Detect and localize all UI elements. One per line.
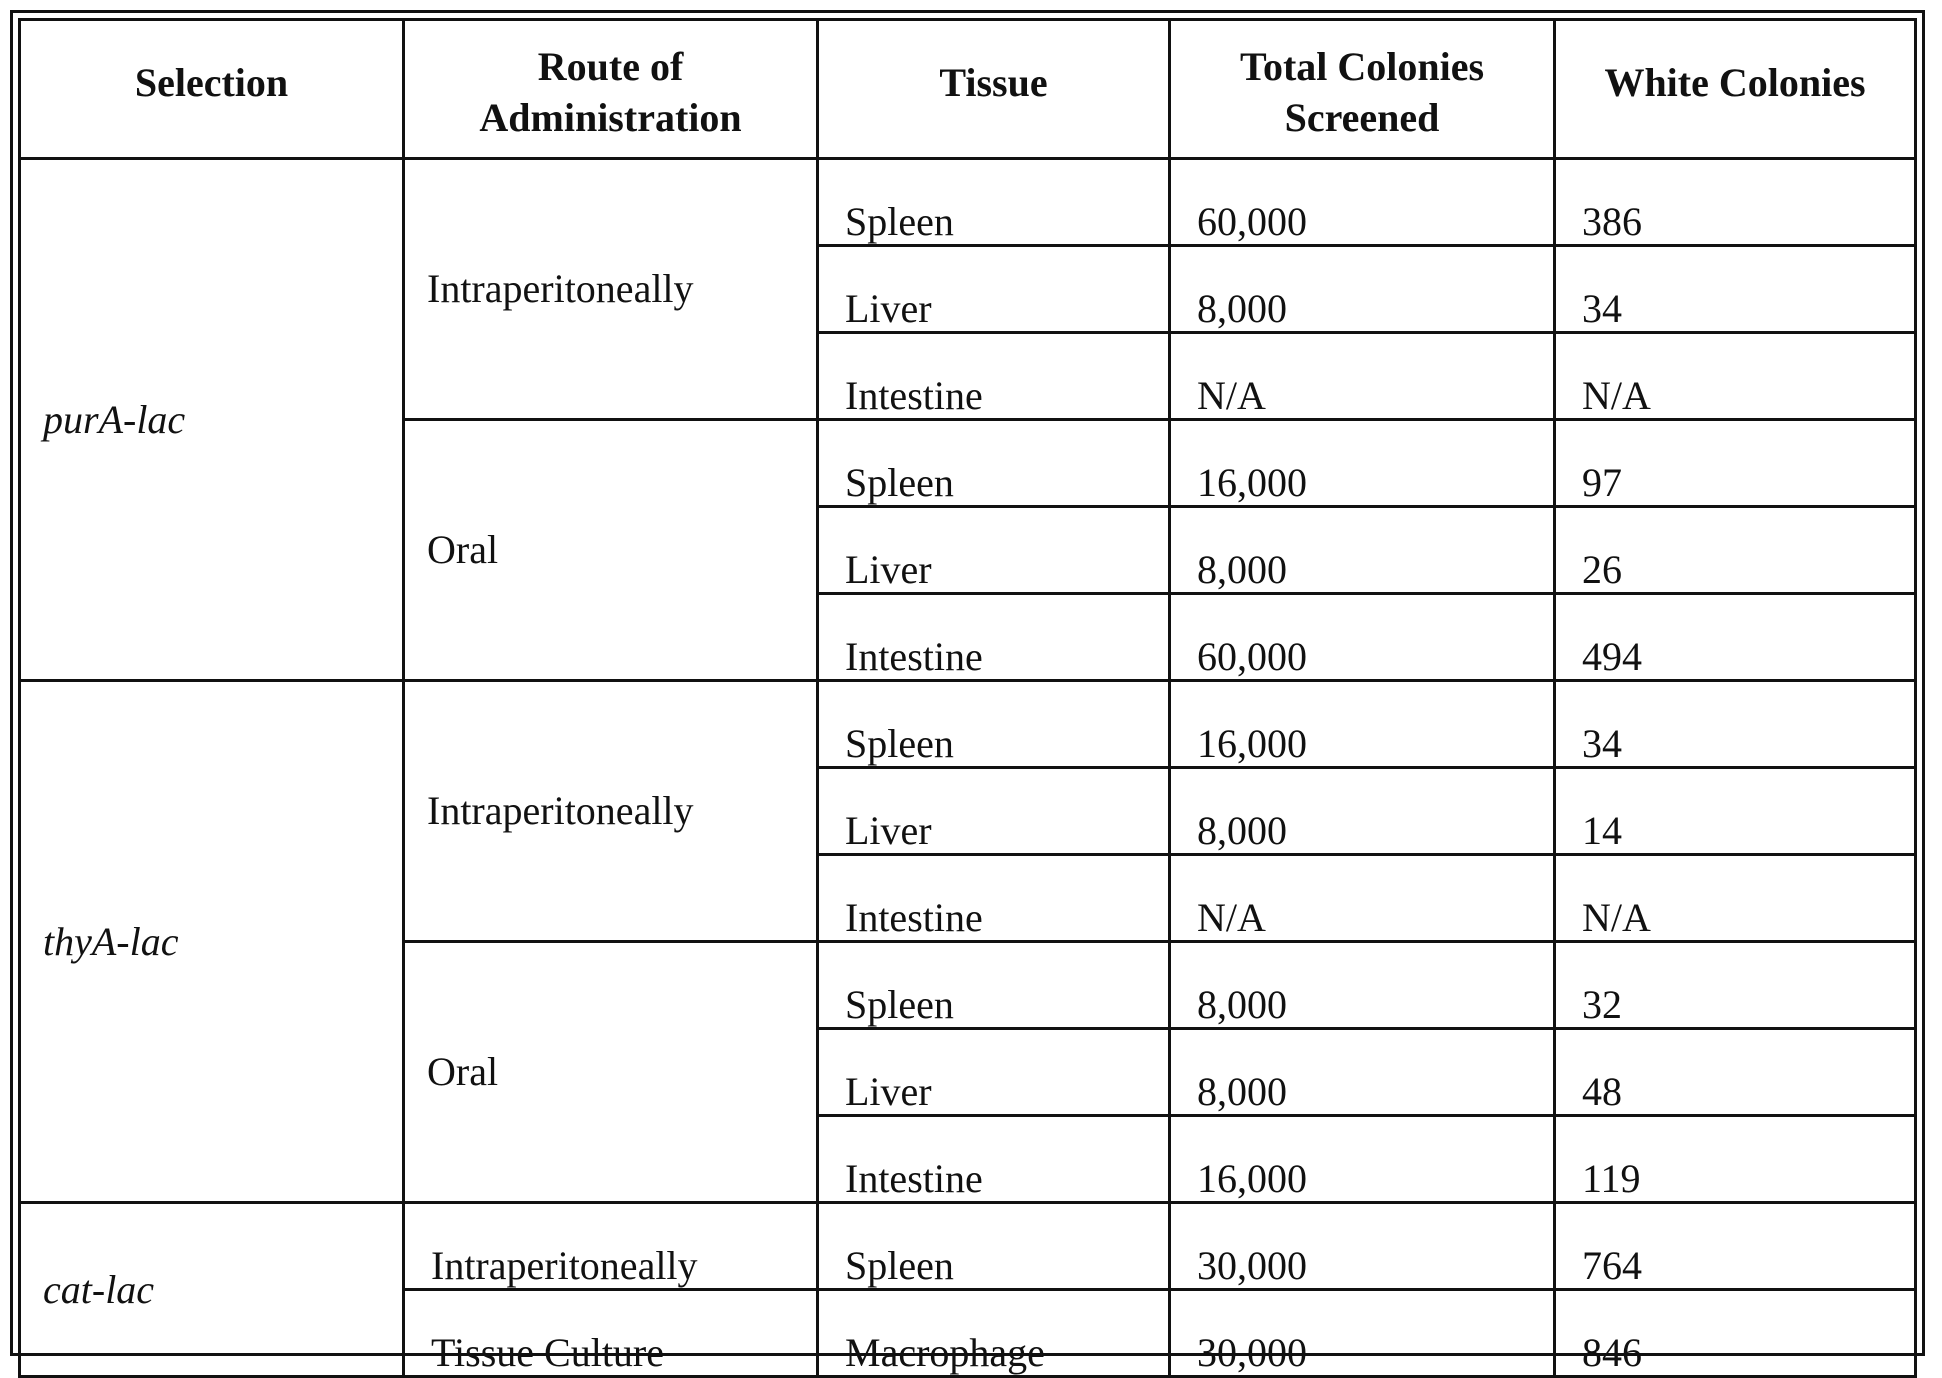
total-colonies-cell: 8,000 bbox=[1170, 507, 1555, 594]
white-colonies-cell: 14 bbox=[1555, 768, 1916, 855]
white-colonies-cell: 846 bbox=[1555, 1290, 1916, 1377]
tissue-cell: Macrophage bbox=[818, 1290, 1170, 1377]
total-colonies-cell: 8,000 bbox=[1170, 246, 1555, 333]
white-colonies-cell: N/A bbox=[1555, 333, 1916, 420]
white-colonies-cell: 48 bbox=[1555, 1029, 1916, 1116]
tissue-cell: Intestine bbox=[818, 333, 1170, 420]
header-route-line-1: Route of bbox=[537, 43, 684, 89]
selection-cell: cat-lac bbox=[20, 1203, 404, 1377]
total-colonies-cell: 60,000 bbox=[1170, 594, 1555, 681]
header-route bbox=[404, 20, 818, 159]
route-cell: Intraperitoneally bbox=[404, 681, 818, 942]
header-tissue: Tissue bbox=[818, 20, 1170, 159]
total-colonies-cell: 30,000 bbox=[1170, 1290, 1555, 1377]
colonies-table bbox=[18, 18, 1917, 1378]
white-colonies-cell: 97 bbox=[1555, 420, 1916, 507]
tissue-cell: Spleen bbox=[818, 1203, 1170, 1290]
white-colonies-cell: 26 bbox=[1555, 507, 1916, 594]
tissue-cell: Intestine bbox=[818, 594, 1170, 681]
tissue-cell: Liver bbox=[818, 246, 1170, 333]
total-colonies-cell: 30,000 bbox=[1170, 1203, 1555, 1290]
total-colonies-cell: N/A bbox=[1170, 333, 1555, 420]
route-cell: Tissue Culture bbox=[404, 1290, 818, 1377]
total-colonies-cell: 60,000 bbox=[1170, 159, 1555, 246]
white-colonies-cell: 386 bbox=[1555, 159, 1916, 246]
tissue-cell: Spleen bbox=[818, 159, 1170, 246]
table-body bbox=[20, 159, 1916, 1377]
header-selection: Selection bbox=[20, 20, 404, 159]
total-colonies-cell: 16,000 bbox=[1170, 420, 1555, 507]
table-row bbox=[20, 681, 1916, 768]
header-row bbox=[20, 20, 1916, 159]
white-colonies-cell: 119 bbox=[1555, 1116, 1916, 1203]
header-route-line-2: Administration bbox=[479, 95, 742, 140]
total-colonies-cell: N/A bbox=[1170, 855, 1555, 942]
table-row bbox=[20, 159, 1916, 246]
white-colonies-cell: 764 bbox=[1555, 1203, 1916, 1290]
header-total-line-1: Total Colonies bbox=[1239, 43, 1485, 89]
route-cell: Intraperitoneally bbox=[404, 1203, 818, 1290]
route-cell: Intraperitoneally bbox=[404, 159, 818, 420]
selection-cell: purA-lac bbox=[20, 159, 404, 681]
total-colonies-cell: 8,000 bbox=[1170, 1029, 1555, 1116]
header-white: White Colonies bbox=[1555, 20, 1916, 159]
white-colonies-cell: N/A bbox=[1555, 855, 1916, 942]
tissue-cell: Liver bbox=[818, 1029, 1170, 1116]
total-colonies-cell: 8,000 bbox=[1170, 942, 1555, 1029]
route-cell: Oral bbox=[404, 420, 818, 681]
selection-cell: thyA-lac bbox=[20, 681, 404, 1203]
route-cell: Oral bbox=[404, 942, 818, 1203]
white-colonies-cell: 34 bbox=[1555, 681, 1916, 768]
white-colonies-cell: 494 bbox=[1555, 594, 1916, 681]
tissue-cell: Liver bbox=[818, 507, 1170, 594]
tissue-cell: Spleen bbox=[818, 942, 1170, 1029]
tissue-cell: Liver bbox=[818, 768, 1170, 855]
tissue-cell: Spleen bbox=[818, 420, 1170, 507]
total-colonies-cell: 16,000 bbox=[1170, 1116, 1555, 1203]
tissue-cell: Intestine bbox=[818, 855, 1170, 942]
header-total-line-2: Screened bbox=[1284, 95, 1440, 140]
tissue-cell: Intestine bbox=[818, 1116, 1170, 1203]
tissue-cell: Spleen bbox=[818, 681, 1170, 768]
total-colonies-cell: 16,000 bbox=[1170, 681, 1555, 768]
white-colonies-cell: 32 bbox=[1555, 942, 1916, 1029]
table-frame bbox=[10, 10, 1925, 1375]
total-colonies-cell: 8,000 bbox=[1170, 768, 1555, 855]
white-colonies-cell: 34 bbox=[1555, 246, 1916, 333]
header-total bbox=[1170, 20, 1555, 159]
table-row bbox=[20, 1203, 1916, 1290]
